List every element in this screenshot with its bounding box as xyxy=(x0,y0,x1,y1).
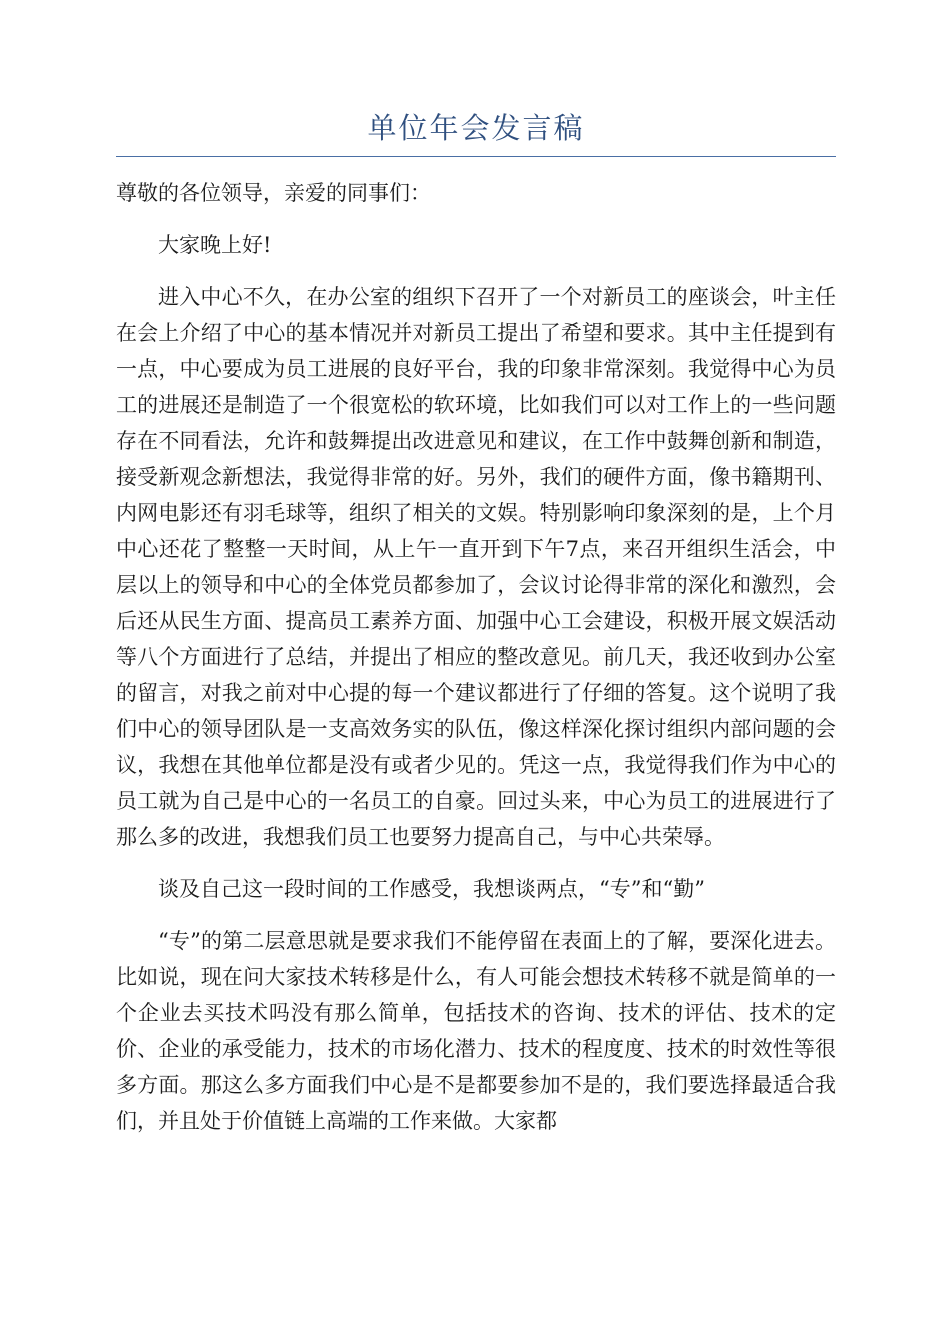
document-title: 单位年会发言稿 xyxy=(367,111,585,145)
salutation: 尊敬的各位领导，亲爱的同事们： xyxy=(116,181,431,205)
paragraph-body-1: 进入中心不久，在办公室的组织下召开了一个对新员工的座谈会，叶主任在会上介绍了中心的基本情况并对新员工提出了希望和要求。其中主任提到有一点，中心要成为员工进展的良好平台，我的印象非常深刻。我觉得中心为员工的进展还是制造了一个很宽松的软环境，比如我们可以对工作上的一些问题存在不同看法，允许和鼓舞提出改进意见和建议，在工作中鼓舞创新和制造，接受新观念新想法，我觉得非常的好。另外，我们的硬件方面，像书籍期刊、内网电影还有羽毛球等，组织了相关的文娱。特别影响印象深刻的是，上个月中心还花了整整一天时间，从上午一直开到下午7点，来召开组织生活会，中层以上的领导和中心的全体党员都参加了，会议讨论得非常的深化和激烈，会后还从民生方面、提高员工素养方面、加强中心工会建设，积极开展文娱活动等八个方面进行了总结，并提出了相应的整改意见。前几天，我还收到办公室的留言，对我之前对中心提的每一个建议都进行了仔细的答复。这个说明了我们中心的领导团队是一支高效务实的队伍，像这样深化探讨组织内部问题的会议，我想在其他单位都是没有或者少见的。凭这一点，我觉得我们作为中心的员工就为自己是中心的一名员工的自豪。回过头来，中心为员工的进展进行了那么多的改进，我想我们员工也要努力提高自己，与中心共荣辱。 xyxy=(116,285,836,849)
paragraph-greeting: 大家晚上好! xyxy=(158,233,272,257)
document-page xyxy=(116,100,836,1139)
paragraph-body-3: “专”的第二层意思就是要求我们不能停留在表面上的了解，要深化进去。比如说，现在问大家技术转移是什么，有人可能会想技术转移不就是简单的一个企业去买技术吗没有那么简单，包括技术的咨询、技术的评估、技术的定价、企业的承受能力，技术的市场化潜力、技术的程度度、技术的时效性等很多方面。那这么多方面我们中心是不是都要参加不是的，我们要选择最适合我们，并且处于价值链上高端的工作来做。大家都 xyxy=(116,929,836,1133)
title-underline xyxy=(116,156,836,157)
paragraph-body-2: 谈及自己这一段时间的工作感受，我想谈两点，“专”和“勤” xyxy=(158,877,705,901)
